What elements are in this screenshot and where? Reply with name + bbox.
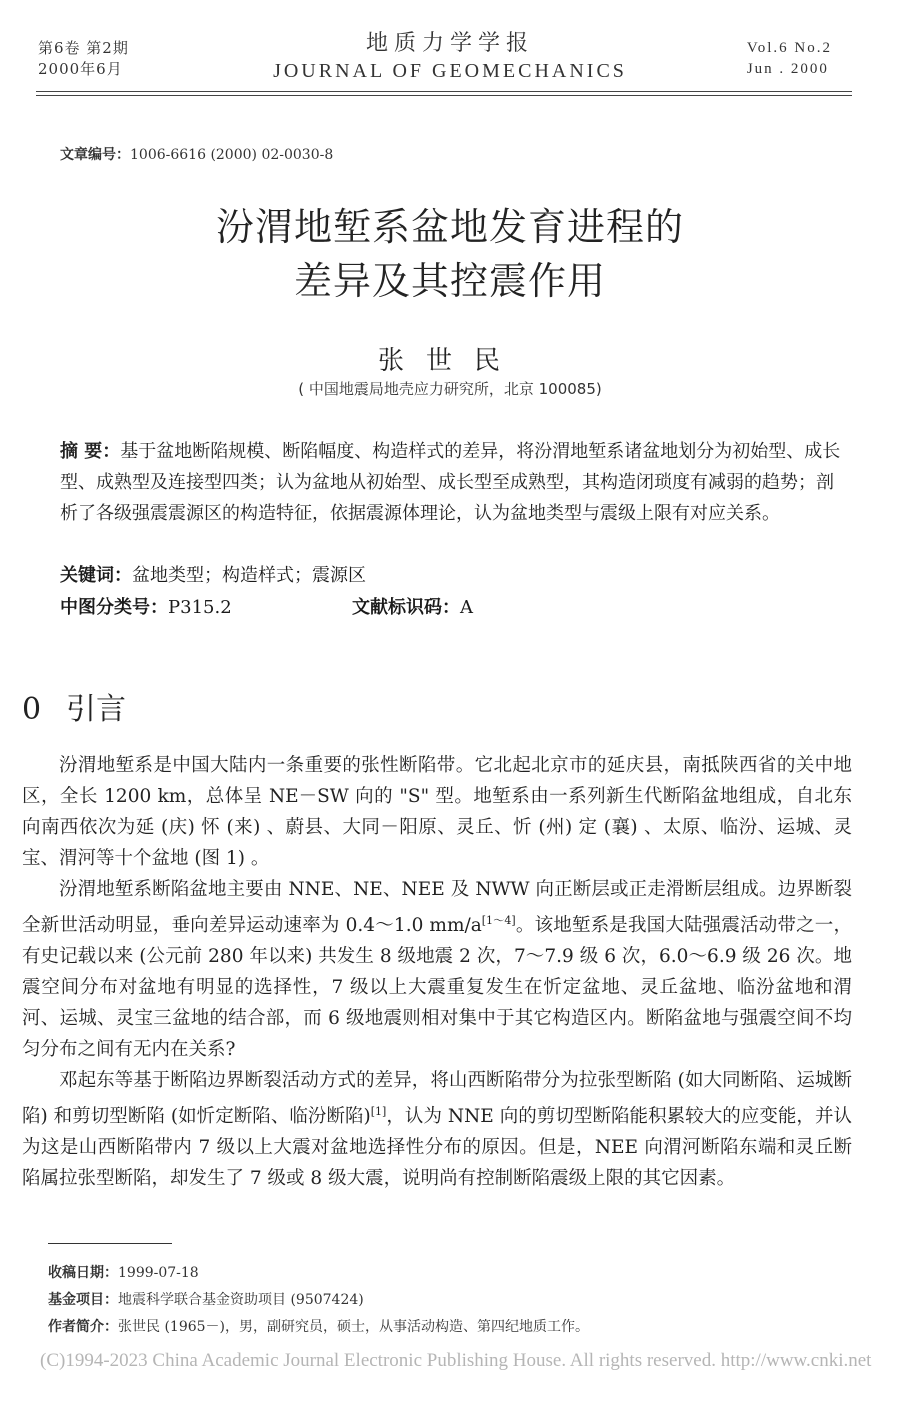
section-number: 0: [22, 692, 42, 727]
body-paragraph-2-part-a: 汾渭地堑系断陷盆地主要由 NNE、NE、NEE 及 NWW 向正断层或正走滑断层组成。边界断裂全新世活动明显，垂向差异运动速率为 0.4～1.0 mm/a: [22, 879, 852, 937]
abstract: [60, 436, 850, 529]
article-title-line1: 汾渭地堑系盆地发育进程的: [215, 205, 684, 249]
footnote-received: [48, 1263, 199, 1283]
article-title: [0, 200, 900, 308]
body-paragraph-3-part-b: ，认为 NNE 向的剪切型断陷能积累较大的应变能，并认为这是山西断陷带内 7 级以上大震对盆地选择性分布的原因。但是，NEE 向渭河断陷东端和灵丘断陷属拉张型断陷，却发生了 7 级或 8 级大震，说明尚有控制断陷震级上限的其它因素。: [22, 1106, 852, 1190]
section-title: 引言: [66, 692, 126, 727]
abstract-text: 基于盆地断陷规模、断陷幅度、构造样式的差异，将汾渭地堑系诸盆地划分为初始型、成长型、成熟型及连接型四类；认为盆地从初始型、成长型至成熟型，其构造闭琐度有减弱的趋势；剖析了各级强震震源区的构造特征，依据震源体理论，认为盆地类型与震级上限有对应关系。: [60, 441, 841, 524]
footnote-fund-label: 基金项目：: [48, 1292, 118, 1308]
classification-value: P315.2: [168, 597, 232, 618]
body-paragraph-3-part-a: 邓起东等基于断陷边界断裂活动方式的差异，将山西断陷带分为拉张型断陷 (如大同断陷、运城断陷) 和剪切型断陷 (如忻定断陷、临汾断陷): [22, 1070, 852, 1128]
author-name: 张世民: [377, 346, 522, 376]
header-rule-bottom: [36, 95, 852, 96]
journal-title-en: JOURNAL OF GEOMECHANICS: [273, 60, 627, 82]
body-paragraph-2: [22, 874, 852, 1065]
citation-ref: [1～4]: [481, 914, 516, 927]
body-paragraph-2-part-b: 。该地堑系是我国大陆强震活动带之一，有史记载以来 (公元前 280 年以来) 共发生 8 级地震 2 次，7～7.9 级 6 次，6.0～6.9 级 26 次。地震空间分布对盆地有明显的选择性，7 级以上大震重复发生在忻定盆地、灵丘盆地、临汾盆地和渭河、运城、灵宝三盆地的结合部，而 6 级地震则相对集中于其它构造区内。断陷盆地与强震空间不均匀分布之间有无内在关系?: [22, 915, 852, 1061]
copyright-notice: (C)1994-2023 China Academic Journal Electronic Publishing House. All rights reserved. http://www.cnki.net: [40, 1350, 872, 1371]
classification-label: 中图分类号：: [60, 597, 168, 618]
header-volume-en: Vol.6 No.2: [746, 40, 832, 56]
body-text: [22, 750, 852, 1194]
body-paragraph-3: [22, 1065, 852, 1194]
header-date: 2000年6月: [38, 60, 123, 78]
footnote-received-value: 1999-07-18: [118, 1265, 199, 1281]
abstract-label: 摘 要：: [60, 441, 121, 462]
citation-ref: [1]: [370, 1105, 387, 1119]
article-title-line2: 差异及其控震作用: [293, 259, 606, 303]
document-code-label: 文献标识码：: [352, 597, 460, 618]
footnote-fund: [48, 1290, 364, 1310]
footnote-author-value: 张世民 (1965－)，男，副研究员，硕士，从事活动构造、第四纪地质工作。: [118, 1319, 590, 1335]
footnote-rule: [48, 1243, 172, 1244]
article-number-label: 文章编号：: [60, 147, 130, 163]
footnote-fund-value: 地震科学联合基金资助项目 (9507424): [118, 1292, 364, 1308]
classification: [60, 594, 232, 622]
keywords: [60, 562, 366, 590]
header-date-en: Jun . 2000: [746, 61, 829, 77]
article-number: [60, 144, 333, 164]
author-affiliation: ( 中国地震局地壳应力研究所，北京 100085): [298, 380, 602, 398]
section-heading: [22, 684, 126, 728]
body-paragraph-1: 汾渭地堑系是中国大陆内一条重要的张性断陷带。它北起北京市的延庆县，南抵陕西省的关中地区，全长 1200 km，总体呈 NE－SW 向的 "S" 型。地堑系由一系列新生代断陷盆地组成，自北东向南西依次为延 (庆) 怀 (来) 、蔚县、大同－阳原、灵丘、忻 (州) 定 (襄) 、太原、临汾、运城、灵宝、渭河等十个盆地 (图 1) 。: [22, 755, 852, 869]
keywords-label: 关键词：: [60, 565, 132, 586]
keywords-text: 盆地类型；构造样式；震源区: [132, 565, 366, 586]
article-number-value: 1006-6616 (2000) 02-0030-8: [130, 147, 334, 163]
document-code: [352, 594, 473, 622]
footnote-received-label: 收稿日期：: [48, 1265, 118, 1281]
document-code-value: A: [460, 597, 473, 618]
journal-title-cn: 地质力学学报: [365, 31, 534, 56]
header-volume-issue: 第6卷 第2期: [38, 39, 129, 57]
footnote-author: [48, 1317, 589, 1337]
header-rule-top: [36, 91, 852, 92]
header-issue-info-en: [747, 38, 832, 80]
footnote-author-label: 作者简介：: [48, 1319, 118, 1335]
